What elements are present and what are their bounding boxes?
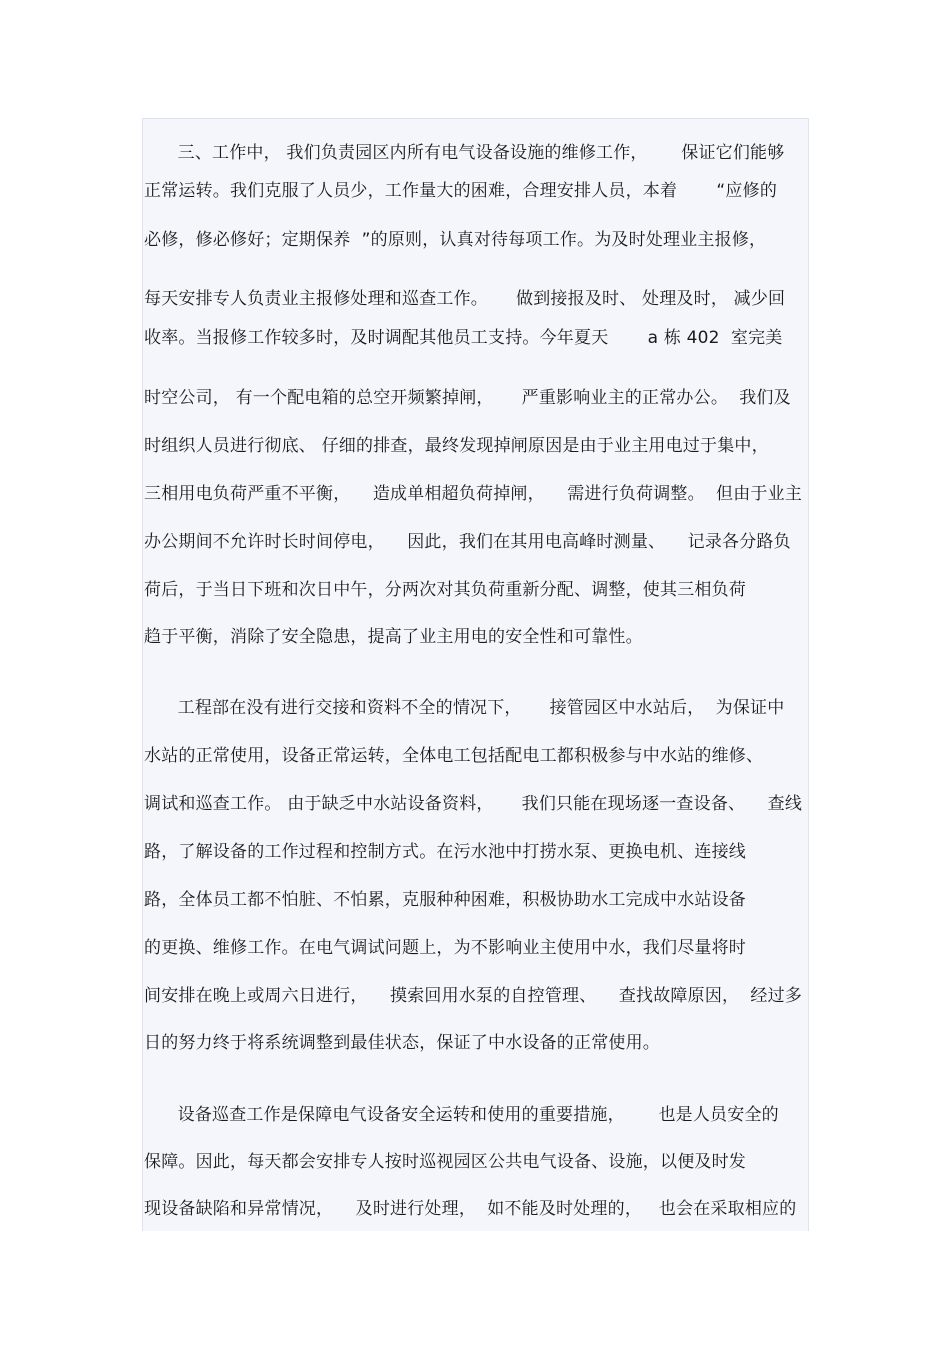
paragraph-2-line-5: 路，全体员工都不怕脏、不怕累，克服种种困难，积极协助水工完成中水站设备 <box>144 890 746 910</box>
paragraph-3-line-3: 现设备缺陷和异常情况， 及时进行处理， 如不能及时处理的， 也会在采取相应的 <box>144 1199 797 1219</box>
paragraph-2-line-1: 工程部在没有进行交接和资料不全的情况下， 接管园区中水站后， 为保证中 <box>144 698 785 718</box>
document-page <box>142 118 809 1231</box>
paragraph-3-line-2: 保障。因此，每天都会安排专人按时巡视园区公共电气设备、设施，以便及时发 <box>144 1152 746 1172</box>
paragraph-2-line-8: 日的努力终于将系统调整到最佳状态，保证了中水设备的正常使用。 <box>144 1033 660 1053</box>
paragraph-2-line-2: 水站的正常使用，设备正常运转，全体电工包括配电工都积极参与中水站的维修、 <box>144 746 764 766</box>
paragraph-1-line-5: 收率。当报修工作较多时，及时调配其他员工支持。今年夏天 a 栋 402 室完美 <box>144 328 783 348</box>
paragraph-2-line-3: 调试和巡查工作。 由于缺乏中水站设备资料， 我们只能在现场逐一查设备、 查线 <box>144 794 803 814</box>
paragraph-1-line-4: 每天安排专人负责业主报修处理和巡查工作。 做到接报及时、 处理及时， 减少回 <box>144 289 786 309</box>
paragraph-1-line-8: 三相用电负荷严重不平衡， 造成单相超负荷掉闸， 需进行负荷调整。 但由于业主 <box>144 484 803 504</box>
paragraph-1-line-3: 必修，修必修好；定期保养 ”的原则，认真对待每项工作。为及时处理业主报修， <box>144 230 767 250</box>
paragraph-1-line-11: 趋于平衡，消除了安全隐患，提高了业主用电的安全性和可靠性。 <box>144 627 643 647</box>
paragraph-2-line-4: 路，了解设备的工作过程和控制方式。在污水池中打捞水泵、更换电机、连接线 <box>144 842 746 862</box>
paragraph-1-line-6: 时空公司， 有一个配电箱的总空开频繁掉闸， 严重影响业主的正常办公。 我们及 <box>144 388 791 408</box>
paragraph-1-line-7: 时组织人员进行彻底、 仔细的排查，最终发现掉闸原因是由于业主用电过于集中， <box>144 436 769 456</box>
paragraph-1-line-10: 荷后，于当日下班和次日中午，分两次对其负荷重新分配、调整，使其三相负荷 <box>144 580 746 600</box>
paragraph-1-line-1: 三、工作中， 我们负责园区内所有电气设备设施的维修工作， 保证它们能够 <box>144 143 785 163</box>
paragraph-1-line-9: 办公期间不允许时长时间停电， 因此，我们在其用电高峰时测量、 记录各分路负 <box>144 532 791 552</box>
paragraph-2-line-6: 的更换、维修工作。在电气调试问题上，为不影响业主使用中水，我们尽量将时 <box>144 938 746 958</box>
paragraph-2-line-7: 间安排在晚上或周六日进行， 摸索回用水泵的自控管理、 查找故障原因， 经过多 <box>144 986 803 1006</box>
paragraph-3-line-1: 设备巡查工作是保障电气设备安全运转和使用的重要措施， 也是人员安全的 <box>144 1105 779 1125</box>
paragraph-1-line-2: 正常运转。我们克服了人员少，工作量大的困难，合理安排人员，本着 “应修的 <box>144 181 778 201</box>
